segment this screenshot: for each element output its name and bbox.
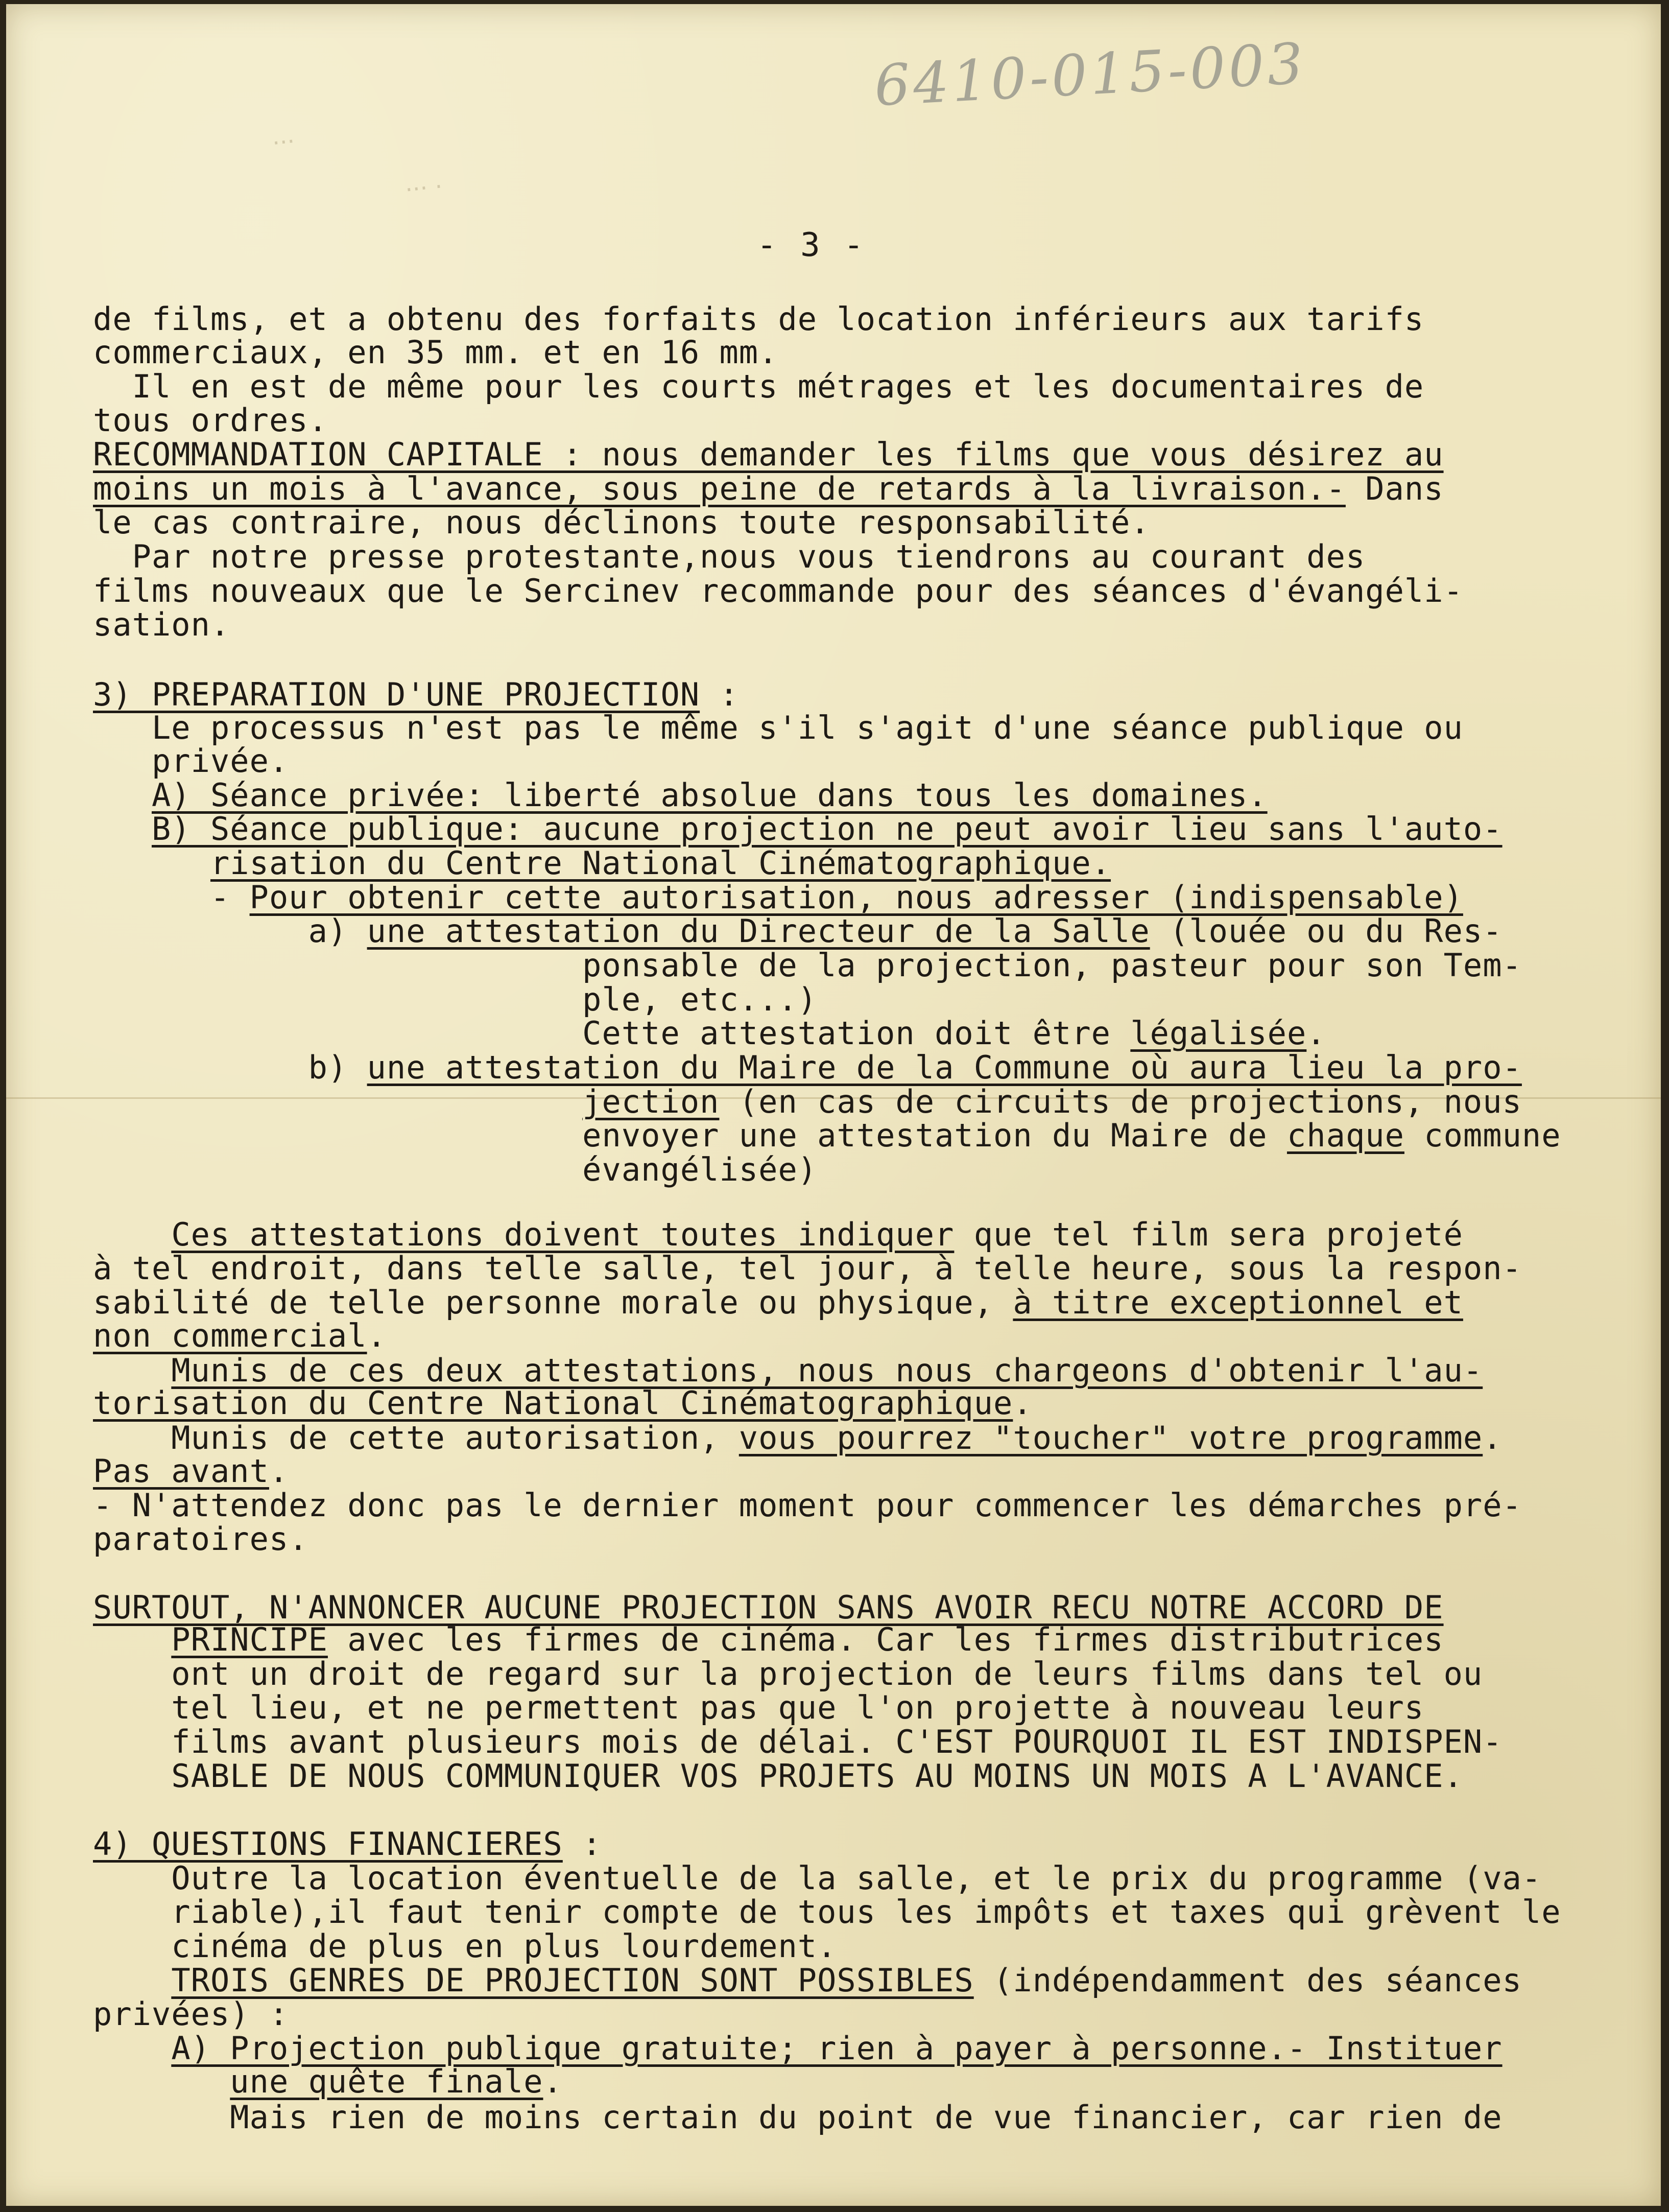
- text-line: [93, 1487, 1522, 1524]
- underlined-text: SURTOUT, N'ANNONCER AUCUNE PROJECTION SANS AVOIR RECU NOTRE ACCORD DE: [93, 1589, 1444, 1626]
- text-line: [93, 1284, 1463, 1322]
- underlined-text: vous pourrez "toucher" votre programme: [738, 1419, 1483, 1456]
- text-line: [93, 606, 230, 644]
- text-segment: commerciaux, en 35 mm. et en 16 mm.: [93, 334, 778, 371]
- text-line: [93, 1250, 1522, 1287]
- text-segment: .: [269, 1452, 289, 1490]
- text-segment: à tel endroit, dans telle salle, tel jour, à telle heure, sous la respon-: [93, 1250, 1522, 1287]
- text-line: [93, 436, 1444, 474]
- underlined-text: une attestation du Maire de la Commune où aura lieu la pro-: [367, 1049, 1522, 1086]
- text-segment: [93, 2063, 230, 2100]
- text-line: [93, 1452, 289, 1490]
- text-line: [93, 1419, 1503, 1457]
- text-segment: [93, 1083, 582, 1120]
- text-line: [93, 1893, 1561, 1931]
- text-line: [93, 300, 1424, 338]
- text-segment: sabilité de telle personne morale ou physique,: [93, 1284, 1013, 1321]
- text-segment: Munis de cette autorisation,: [93, 1419, 739, 1456]
- text-line: [93, 1723, 1503, 1761]
- text-line: [93, 1995, 289, 2033]
- text-segment: .: [1306, 1015, 1326, 1052]
- text-line: [93, 879, 1463, 916]
- text-line: [93, 1962, 1522, 1999]
- underlined-text: Ces attestations doivent toutes indiquer: [171, 1216, 955, 1253]
- text-line: [93, 572, 1463, 610]
- text-line: [93, 776, 1268, 814]
- text-segment: a): [93, 912, 367, 950]
- text-segment: [93, 1352, 171, 1389]
- text-segment: sation.: [93, 606, 230, 643]
- underlined-text: à titre exceptionnel et: [1013, 1284, 1463, 1321]
- text-line: [93, 2099, 1503, 2136]
- text-line: [93, 1689, 1424, 1727]
- text-segment: de films, et a obtenu des forfaits de location inférieurs aux tarifs: [93, 300, 1424, 338]
- underlined-text: jection: [582, 1083, 720, 1120]
- text-segment: Dans: [1345, 470, 1444, 507]
- text-segment: [93, 844, 210, 882]
- text-segment: Le processus n'est pas le même s'il s'agit d'une séance publique ou: [93, 709, 1463, 746]
- text-line: [93, 2063, 563, 2101]
- text-segment: [93, 1621, 171, 1658]
- text-line: [93, 1352, 1483, 1390]
- text-segment: commune: [1404, 1117, 1561, 1154]
- text-line: [93, 1384, 1033, 1422]
- text-line: [93, 1825, 602, 1863]
- text-segment: films nouveaux que le Sercinev recommande pour des séances d'évangéli-: [93, 572, 1463, 609]
- underlined-text: risation du Centre National Cinématographique.: [210, 844, 1111, 882]
- faint-smudge-mark: ... .: [403, 166, 443, 197]
- text-line: [93, 742, 289, 780]
- text-segment: -: [93, 879, 250, 916]
- text-line: [93, 912, 1503, 950]
- text-segment: ponsable de la projection, pasteur pour son Tem-: [93, 947, 1522, 984]
- underlined-text: B) Séance publique: aucune projection ne peut avoir lieu sans l'auto-: [151, 810, 1503, 848]
- faint-smudge-mark: ...: [270, 120, 296, 151]
- text-line: [93, 1860, 1541, 1897]
- text-segment: SABLE DE NOUS COMMUNIQUER VOS PROJETS AU MOINS UN MOIS A L'AVANCE.: [93, 1757, 1463, 1795]
- text-line: [93, 676, 739, 714]
- underlined-text: légalisée: [1130, 1015, 1307, 1052]
- text-segment: Cette attestation doit être: [93, 1015, 1131, 1052]
- underlined-text: Pas avant: [93, 1452, 269, 1490]
- underlined-text: une attestation du Directeur de la Salle: [367, 912, 1150, 950]
- text-line: [93, 1117, 1561, 1155]
- underlined-text: une quête finale: [230, 2063, 543, 2100]
- text-segment: :: [562, 1825, 602, 1863]
- text-segment: films avant plusieurs mois de délai. C'EST POURQUOI IL EST INDISPEN-: [93, 1723, 1503, 1760]
- underlined-text: PRINCIPE: [171, 1621, 328, 1658]
- underlined-text: torisation du Centre National Cinématographique: [93, 1384, 1013, 1422]
- text-line: [93, 1655, 1483, 1693]
- text-line: [93, 1049, 1522, 1087]
- text-segment: envoyer une attestation du Maire de: [93, 1117, 1287, 1154]
- text-segment: riable),il faut tenir compte de tous les impôts et taxes qui grèvent le: [93, 1893, 1561, 1931]
- text-segment: .: [543, 2063, 563, 2100]
- text-segment: ont un droit de regard sur la projection de leurs films dans tel ou: [93, 1655, 1483, 1692]
- text-segment: que tel film sera projeté: [954, 1216, 1463, 1253]
- text-segment: - N'attendez donc pas le dernier moment pour commencer les démarches pré-: [93, 1487, 1522, 1524]
- text-segment: paratoires.: [93, 1520, 308, 1558]
- text-segment: .: [1013, 1384, 1033, 1422]
- text-line: [93, 470, 1444, 508]
- text-line: [93, 334, 778, 371]
- underlined-text: moins un mois à l'avance, sous peine de retards à la livraison.-: [93, 470, 1346, 507]
- page-number: - 3 -: [757, 226, 866, 264]
- text-segment: le cas contraire, nous déclinons toute responsabilité.: [93, 504, 1150, 541]
- text-segment: (en cas de circuits de projections, nous: [719, 1083, 1522, 1120]
- archive-reference-number: 6410-015-003: [872, 30, 1308, 119]
- text-line: [93, 709, 1463, 747]
- text-line: [93, 1520, 308, 1558]
- text-segment: [93, 776, 152, 814]
- text-segment: privées) :: [93, 1995, 289, 2033]
- text-segment: avec les firmes de cinéma. Car les firmes distributrices: [327, 1621, 1444, 1658]
- text-line: [93, 402, 328, 439]
- text-segment: cinéma de plus en plus lourdement.: [93, 1927, 837, 1965]
- text-segment: Par notre presse protestante,nous vous tiendrons au courant des: [93, 538, 1366, 575]
- text-segment: Mais rien de moins certain du point de vue financier, car rien de: [93, 2099, 1503, 2136]
- underlined-text: A) Projection publique gratuite; rien à payer à personne.- Instituer: [171, 2030, 1503, 2067]
- text-line: [93, 1151, 817, 1189]
- text-segment: évangélisée): [93, 1151, 818, 1188]
- text-segment: b): [93, 1049, 367, 1086]
- text-segment: .: [1483, 1419, 1503, 1456]
- text-line: [93, 1015, 1326, 1052]
- text-line: [93, 810, 1503, 848]
- text-segment: Il en est de même pour les courts métrages et les documentaires de: [93, 368, 1424, 405]
- text-segment: .: [367, 1317, 387, 1354]
- text-line: [93, 981, 817, 1019]
- text-segment: ple, etc...): [93, 981, 818, 1018]
- underlined-text: 3) PREPARATION D'UNE PROJECTION: [93, 676, 700, 713]
- text-line: [93, 538, 1365, 576]
- text-line: [93, 504, 1150, 542]
- text-line: [93, 1083, 1522, 1121]
- text-segment: (indépendamment des séances: [973, 1962, 1522, 1999]
- underlined-text: non commercial: [93, 1317, 367, 1354]
- underlined-text: RECOMMANDATION CAPITALE : nous demander les films que vous désirez au: [93, 436, 1444, 473]
- text-segment: Outre la location éventuelle de la salle, et le prix du programme (va-: [93, 1860, 1542, 1897]
- text-segment: [93, 810, 152, 848]
- text-line: [93, 947, 1522, 984]
- text-segment: [93, 1216, 171, 1253]
- text-segment: tous ordres.: [93, 402, 328, 439]
- text-line: [93, 2030, 1503, 2067]
- text-line: [93, 1317, 387, 1355]
- underlined-text: Pour obtenir cette autorisation, nous adresser (indispensable): [249, 879, 1463, 916]
- underlined-text: TROIS GENRES DE PROJECTION SONT POSSIBLES: [171, 1962, 974, 1999]
- text-line: [93, 844, 1111, 882]
- text-segment: privée.: [93, 742, 289, 780]
- text-line: [93, 1757, 1463, 1795]
- text-segment: (louée ou du Res-: [1150, 912, 1503, 950]
- underlined-text: 4) QUESTIONS FINANCIERES: [93, 1825, 563, 1863]
- text-line: [93, 1621, 1444, 1659]
- text-line: [93, 1216, 1463, 1254]
- underlined-text: Munis de ces deux attestations, nous nous chargeons d'obtenir l'au-: [171, 1352, 1483, 1389]
- text-segment: tel lieu, et ne permettent pas que l'on projette à nouveau leurs: [93, 1689, 1424, 1726]
- text-line: [93, 1927, 837, 1965]
- document-page: [6, 4, 1661, 2206]
- text-line: [93, 368, 1424, 406]
- underlined-text: A) Séance privée: liberté absolue dans tous les domaines.: [151, 776, 1268, 814]
- text-segment: :: [700, 676, 739, 713]
- underlined-text: chaque: [1286, 1117, 1404, 1154]
- text-segment: [93, 2030, 171, 2067]
- text-segment: [93, 1962, 171, 1999]
